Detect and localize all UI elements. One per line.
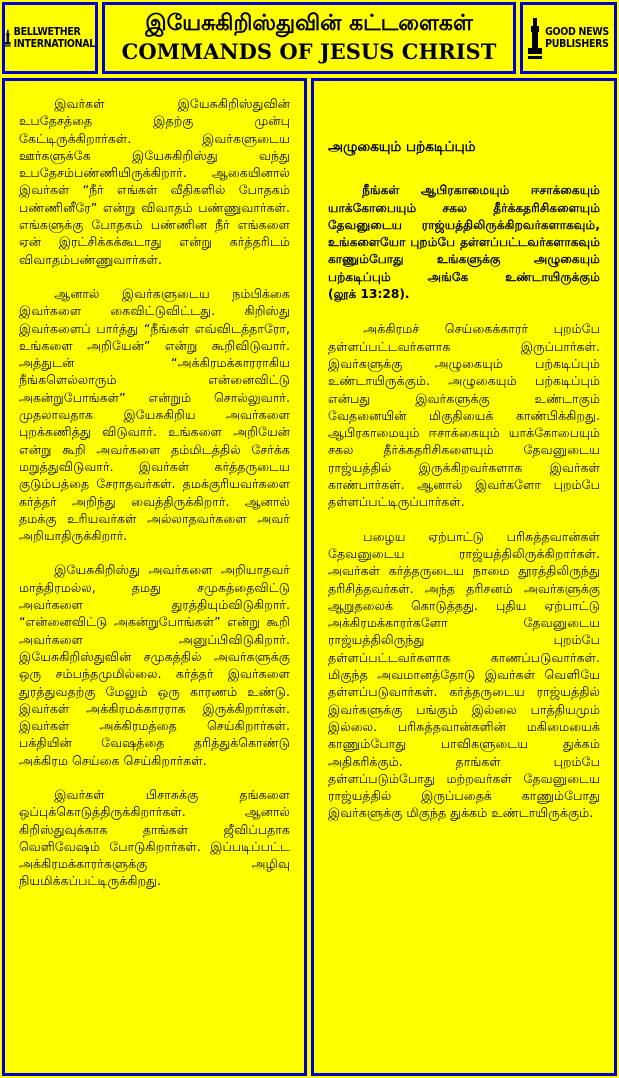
left-column	[2, 78, 307, 1076]
verse-text: நீங்கள் ஆபிரகாமையும் ஈசாக்கையும் யாக்கோபையும் சகல தீர்க்கதரிசிகளையும் தேவனுடைய ராஜ்யத்திலிருக்கிறவர்களாகவும், உங்களையோ புறம்பே தள்ளப்பட்டவர்களாகவும் காணும்போது உங்களுக்கு அழுகையும் பற்கடிப்பும் அங்கே உண்டாயிருக்கும்	[328, 183, 600, 284]
page-title-tamil: இயேசுகிறிஸ்துவின் கட்டளைகள்	[145, 11, 473, 36]
publisher-logo-right	[520, 2, 617, 74]
publisher-left-line1: BELLWETHER	[13, 26, 81, 38]
title-banner	[102, 2, 516, 74]
verse-reference: (லூக் 13:28).	[328, 287, 410, 302]
right-paragraph-1: அக்கிரமச் செய்கைக்காரர் புறம்பே தள்ளப்பட்டவர்களாக இருப்பார்கள். இவர்களுக்கு அழுகையும் பற்கடிப்பும் உண்டாயிருக்கும். அழுகையும் பற்கடிப்பும் என்பது இவர்களுக்கு உண்டாகும் வேதனையின் மிகுதியைக் காண்பிக்கிறது. ஆபிரகாமையும் ஈசாக்கையும் யாக்கோபையும் சகல தீர்க்கதரிசிகளையும் தேவனுடைய ராஜ்யத்தில் இருக்கிறவர்களாக இவர்கள் காண்பார்கள். ஆனால் இவர்களோ புறம்பே தள்ளப்பட்டிருப்பார்கள்.	[328, 321, 600, 510]
publisher-right-line2: PUBLISHERS	[545, 38, 609, 50]
section-heading: அழுகையும் பற்கடிப்பும்	[328, 139, 476, 155]
publisher-logo-left	[2, 2, 98, 74]
right-column	[311, 78, 617, 1076]
left-paragraph-3: இயேசுகிறிஸ்து அவர்களை அறியாதவர் மாத்திரமல்ல, தமது சமுகத்தைவிட்டு அவர்களை துரத்தியும்விடுகிறார். “என்னைவிட்டு அகன்றுபோங்கள்” என்று கூறி அவர்களை அனுப்பிவிடுகிறார். இயேசுகிறிஸ்துவின் சமுகத்தில் அவர்களுக்கு ஒரு சம்பந்தமுமில்லை. கர்த்தர் இவர்களை துரத்துவதற்கு மேலும் ஒரு காரணம் உண்டு. இவர்கள் அக்கிரமக்காரராக இருக்கிறார்கள். இவர்கள் அக்கிரமத்தை செய்கிறார்கள். பக்தியின் வேஷத்தை தரித்துக்கொண்டு அக்கிரம செய்கை செய்கிறார்கள்.	[19, 562, 290, 768]
page-title-english: COMMANDS OF JESUS CHRIST	[121, 39, 497, 64]
publisher-left-line2: INTERNATIONAL	[13, 38, 95, 50]
left-paragraph-2: ஆனால் இவர்களுடைய நம்பிக்கை இவர்களை கைவிட்டுவிட்டது. கிறிஸ்து இவர்களைப் பார்த்து “நீங்கள் எவ்விடத்தாரோ, உங்களை அறியேன்” என்று கூறிவிடுவார். அத்துடன் “அக்கிரமக்காரராகிய நீங்களெல்லாரும் என்னைவிட்டு அகன்றுபோங்கள்” என்றும் சொல்லுவார். முதலாவதாக இயேசுகிறிய அவர்களை புறக்கணித்து விடுவார். உங்களை அறியேன் என்று கூறி அவர்களை தம்மிடத்தில் சேர்க்க மறுத்துவிடுவார். இவர்கள் கர்த்தருடைய குடும்பத்தை சேராதவர்கள். தமக்குரியவர்களை கர்த்தர் அறிந்து வைத்திருக்கிறார். ஆனால் தமக்கு உரியவர்கள் அல்லாதவர்களை அவர் அறியாதிருக்கிறார்.	[19, 285, 290, 544]
bellwether-icon	[5, 16, 11, 60]
scripture-verse	[328, 182, 600, 303]
good-news-icon	[528, 16, 542, 60]
right-paragraph-2: பழைய ஏற்பாட்டு பரிசுத்தவான்கள் தேவனுடைய ராஜ்யத்திலிருக்கிறார்கள். அவர்கள் கர்த்தருடைய நாமை தூரத்திலிருந்து தரிசித்தவர்கள். அந்த தரிசனம் அவர்களுக்கு ஆறுதலைக் கொடுத்தது. புதிய ஏற்பாட்டு அக்கிரமக்காரர்களோ தேவனுடைய ராஜ்யத்திலிருந்து புறம்பே தள்ளப்பட்டவர்களாக காணப்படுவார்கள். மிகுந்த அவமானத்தோடு இவர்கள் வெளியே தள்ளப்படுவார்கள். கர்த்தருடைய ராஜ்யத்தில் இவர்களுக்கு பங்கும் இல்லை பாத்தியமும் இல்லை. பரிசுத்தவான்களின் மகிமையைக் காணும்போது பாவிகளுடைய துக்கம் அதிகரிக்கும். தாங்கள் புறம்பே தள்ளப்படும்போது மற்றவர்கள் தேவனுடைய ராஜ்யத்தில் இருப்பதைக் காணும்போது இவர்களுக்கு மிகுந்த துக்கம் உண்டாயிருக்கும்.	[328, 528, 600, 821]
left-paragraph-1: இவர்கள் இயேசுகிறிஸ்துவின் உபதேசத்தை இதற்கு முன்பு கேட்டிருக்கிறார்கள். இவர்களுடைய ஊர்களுக்கே இயேசுகிறிஸ்து வந்து உபதேசம்பண்ணியிருக்கிறார். ஆகையினால் இவர்கள் “நீர் எங்கள் வீதிகளில் போதகம் பண்ணினீரே” என்று விவாதம் பண்ணுவார்கள். எங்களுக்கு போதகம் பண்ணின நீர் எங்களை ஏன் இரட்சிக்கக்கூடாது என்று கர்த்தரிடம் விவாதம்பண்ணுவார்கள்.	[19, 96, 290, 267]
publisher-right-line1: GOOD NEWS	[545, 26, 609, 38]
left-paragraph-4: இவர்கள் பிசாசுக்கு தங்களை ஒப்புக்கொடுத்திருக்கிறார்கள். ஆனால் கிறிஸ்துவுக்காக தாங்கள் ஜீவிப்பதாக வெளிவேஷம் போடுகிறார்கள். இப்படிப்பட்ட அக்கிரமக்காரர்களுக்கு அழிவு நியமிக்கப்பட்டிருக்கிறது.	[19, 786, 290, 889]
